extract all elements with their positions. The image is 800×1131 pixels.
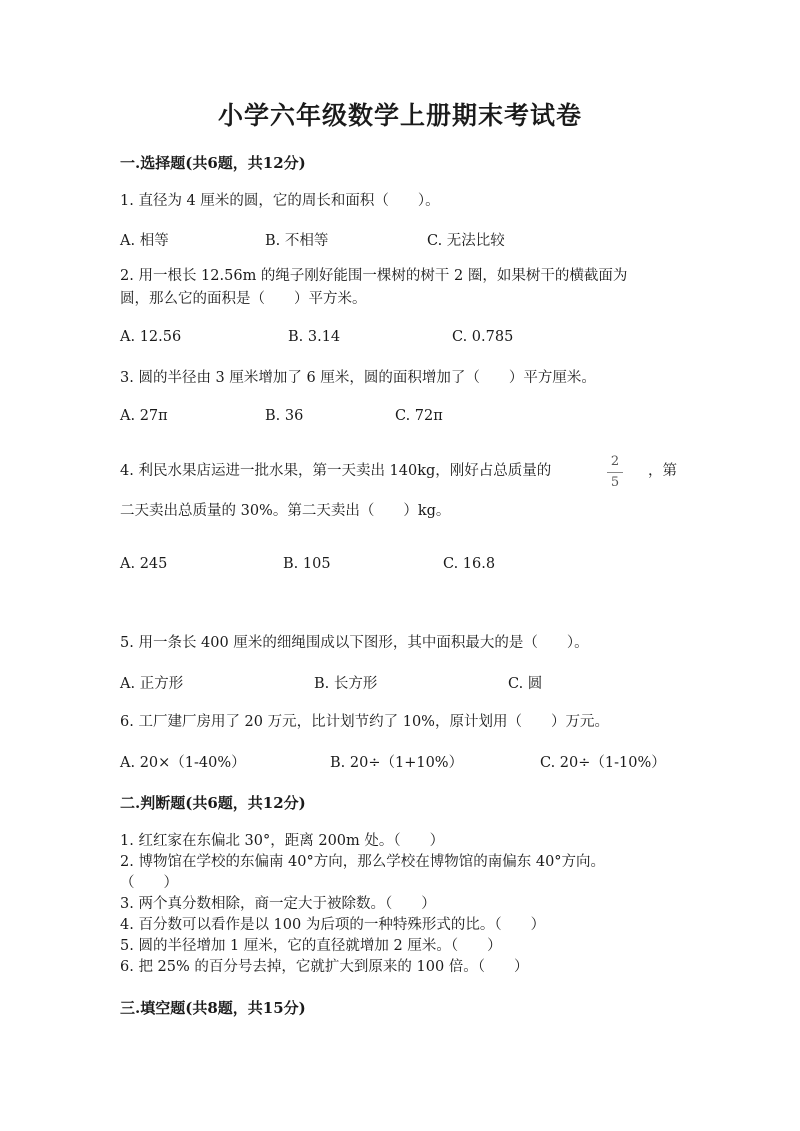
- judge-item-1: 1. 红红家在东偏北 30°，距离 200m 处。（ ）: [120, 833, 445, 849]
- question-1-option-c: C. 无法比较: [427, 233, 505, 249]
- question-5-option-c: C. 圆: [508, 676, 543, 692]
- question-3-stem: 3. 圆的半径由 3 厘米增加了 6 厘米，圆的面积增加了（ ）平方厘米。: [120, 370, 596, 386]
- question-1-option-a: A. 相等: [120, 233, 169, 249]
- question-4-option-a: A. 245: [120, 556, 168, 572]
- question-6-option-b: B. 20÷（1+10%）: [330, 755, 464, 771]
- question-2-option-c: C. 0.785: [452, 329, 514, 345]
- question-5-option-b: B. 长方形: [314, 676, 378, 692]
- question-2-option-b: B. 3.14: [288, 329, 341, 345]
- judge-item-2-line2: （ ）: [120, 875, 178, 891]
- judge-item-2-line1: 2. 博物馆在学校的东偏南 40°方向，那么学校在博物馆的南偏东 40°方向。: [120, 854, 606, 870]
- fraction-two-fifths: [605, 454, 625, 491]
- judge-item-3: 3. 两个真分数相除，商一定大于被除数。（ ）: [120, 896, 436, 912]
- question-5-stem: 5. 用一条长 400 厘米的细绳围成以下图形，其中面积最大的是（ ）。: [120, 635, 589, 651]
- question-3-option-c: C. 72π: [395, 408, 443, 424]
- question-6-stem: 6. 工厂建厂房用了 20 万元，比计划节约了 10%，原计划用（ ）万元。: [120, 714, 609, 730]
- page-title: 小学六年级数学上册期末考试卷: [217, 101, 582, 130]
- question-2-stem-line2: 圆，那么它的面积是（ ）平方米。: [120, 291, 367, 307]
- question-4-option-b: B. 105: [283, 556, 331, 572]
- question-2-stem-line1: 2. 用一根长 12.56m 的绳子刚好能围一棵树的树干 2 圈，如果树干的横截面为: [120, 268, 628, 284]
- section-heading-choice: 一.选择题(共6题，共12分): [120, 154, 306, 172]
- question-3-option-b: B. 36: [265, 408, 304, 424]
- section-heading-fill: 三.填空题(共8题，共15分): [120, 999, 306, 1017]
- question-2-option-a: A. 12.56: [120, 329, 182, 345]
- section-heading-judge: 二.判断题(共6题，共12分): [120, 794, 306, 812]
- question-6-option-c: C. 20÷（1-10%）: [540, 755, 666, 771]
- question-6-option-a: A. 20×（1-40%）: [120, 755, 246, 771]
- judge-item-5: 5. 圆的半径增加 1 厘米，它的直径就增加 2 厘米。（ ）: [120, 938, 502, 954]
- judge-item-4: 4. 百分数可以看作是以 100 为后项的一种特殊形式的比。（ ）: [120, 917, 546, 933]
- fraction-numerator: 2: [610, 454, 620, 469]
- question-4-option-c: C. 16.8: [443, 556, 496, 572]
- question-4-stem-line1-tail: ，第: [648, 463, 677, 479]
- question-4-stem-line2: 二天卖出总质量的 30%。第二天卖出（ ）kg。: [120, 503, 451, 519]
- question-4-stem-line1: 4. 利民水果店运进一批水果，第一天卖出 140kg，刚好占总质量的: [120, 463, 552, 479]
- fraction-bar: [607, 472, 623, 473]
- judge-item-6: 6. 把 25% 的百分号去掉，它就扩大到原来的 100 倍。（ ）: [120, 959, 529, 975]
- question-1-stem: 1. 直径为 4 厘米的圆，它的周长和面积（ ）。: [120, 193, 440, 209]
- fraction-denominator: 5: [610, 475, 620, 490]
- question-3-option-a: A. 27π: [120, 408, 168, 424]
- question-1-option-b: B. 不相等: [265, 233, 329, 249]
- question-5-option-a: A. 正方形: [120, 676, 184, 692]
